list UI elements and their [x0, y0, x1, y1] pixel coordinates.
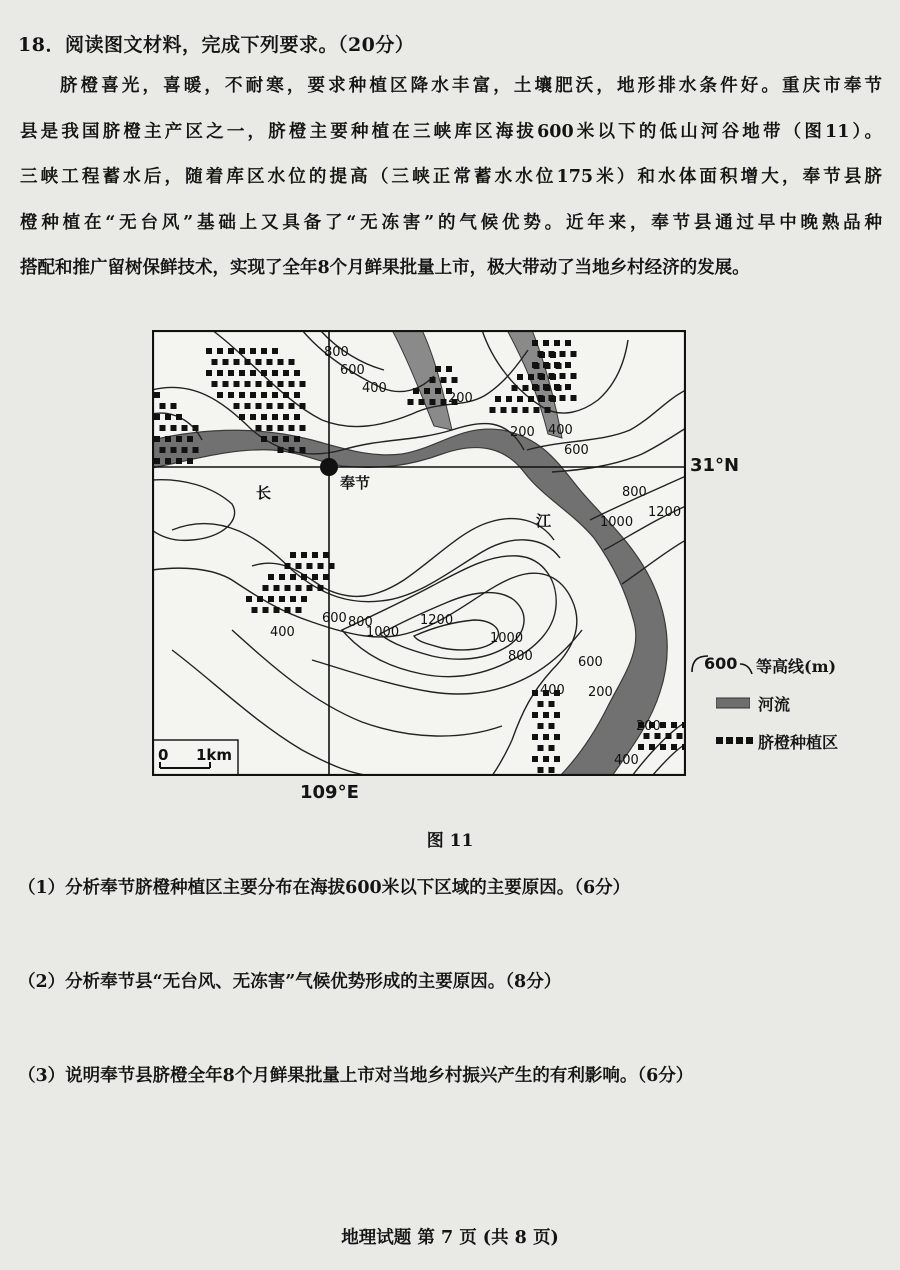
- orchard-square: [671, 722, 677, 728]
- orchard-square: [278, 447, 284, 453]
- orchard-square: [283, 414, 289, 420]
- town-marker: [320, 458, 338, 476]
- orchard-square: [543, 712, 549, 718]
- orchard-square: [506, 396, 512, 402]
- orchard-square: [193, 447, 199, 453]
- map-legend: [690, 650, 890, 764]
- orchard-square: [323, 552, 329, 558]
- orchard-square: [307, 585, 313, 591]
- orchard-square: [296, 563, 302, 569]
- orchard-square: [245, 381, 251, 387]
- river-label: 江: [536, 512, 552, 530]
- orchard-square: [289, 359, 295, 365]
- page-footer: 地理试题 第 7 页 (共 8 页): [341, 1228, 559, 1248]
- orchard-square: [532, 690, 538, 696]
- orchard-square: [257, 596, 263, 602]
- orchard-square: [272, 348, 278, 354]
- legend-contour-text: 等高线(m): [756, 657, 837, 676]
- orchard-square: [272, 414, 278, 420]
- orchard-square: [565, 362, 571, 368]
- orchard-square: [300, 403, 306, 409]
- orchard-square: [279, 574, 285, 580]
- orchard-square: [294, 370, 300, 376]
- contour-label: 800: [622, 485, 647, 500]
- map-canvas: [152, 330, 686, 776]
- contour-label: 400: [548, 423, 573, 438]
- orchard-square: [272, 436, 278, 442]
- orchard-square: [543, 734, 549, 740]
- orchard-square: [512, 385, 518, 391]
- orchard-square: [532, 384, 538, 390]
- orchard-square: [419, 399, 425, 405]
- orchard-square: [413, 388, 419, 394]
- orchard-square: [571, 373, 577, 379]
- legend-orchard: [690, 726, 890, 764]
- orchard-square: [501, 407, 507, 413]
- orchard-square: [239, 414, 245, 420]
- orchard-square: [176, 458, 182, 464]
- orchard-square: [666, 733, 672, 739]
- legend-contour-value: 600: [704, 654, 738, 673]
- orchard-square: [549, 395, 555, 401]
- contour-label: 400: [540, 683, 565, 698]
- orchard-square: [549, 351, 555, 357]
- contour-label: 1200: [420, 613, 454, 628]
- orchard-square: [554, 384, 560, 390]
- orchard-square: [290, 596, 296, 602]
- orchard-square: [256, 359, 262, 365]
- orchard-square: [571, 351, 577, 357]
- orchard-square: [538, 373, 544, 379]
- orchard-square: [523, 385, 529, 391]
- orchard-square: [532, 756, 538, 762]
- orchard-square: [228, 392, 234, 398]
- orchard-square: [250, 414, 256, 420]
- orchard-square: [160, 425, 166, 431]
- orchard-square: [677, 733, 683, 739]
- orchard-square: [261, 414, 267, 420]
- orchard-square: [294, 436, 300, 442]
- orchard-square: [256, 403, 262, 409]
- orchard-square: [289, 381, 295, 387]
- passage-line: 橙种植在“无台风”基础上又具备了“无冻害”的气候优势。近年来，奉节县通过早中晚熟品种: [20, 212, 882, 233]
- orchard-square: [154, 436, 160, 442]
- orchard-symbol-icon: [716, 734, 754, 748]
- orchard-square: [554, 712, 560, 718]
- orchard-square: [430, 377, 436, 383]
- orchard-square: [272, 370, 278, 376]
- orchard-square: [206, 348, 212, 354]
- orchard-square: [543, 340, 549, 346]
- orchard-square: [538, 745, 544, 751]
- orchard-square: [171, 447, 177, 453]
- contour-symbol-icon: [740, 662, 754, 674]
- orchard-square: [329, 563, 335, 569]
- orchard-square: [528, 396, 534, 402]
- orchard-square: [187, 458, 193, 464]
- orchard-square: [278, 425, 284, 431]
- orchard-square: [239, 348, 245, 354]
- orchard-square: [261, 348, 267, 354]
- orchard-square: [182, 425, 188, 431]
- orchard-square: [261, 436, 267, 442]
- orchard-square: [512, 407, 518, 413]
- orchard-square: [300, 381, 306, 387]
- river-label: 长: [256, 484, 272, 502]
- orchard-square: [289, 403, 295, 409]
- legend-river-text: 河流: [758, 695, 791, 714]
- orchard-square: [283, 436, 289, 442]
- legend-river: [690, 688, 890, 726]
- orchard-square: [274, 607, 280, 613]
- orchard-square: [268, 574, 274, 580]
- orchard-square: [290, 574, 296, 580]
- orchard-square: [279, 596, 285, 602]
- contour-label: 800: [348, 615, 373, 630]
- orchard-square: [268, 596, 274, 602]
- orchard-square: [228, 348, 234, 354]
- contour-map: [152, 330, 686, 776]
- orchard-square: [246, 596, 252, 602]
- orchard-square: [267, 425, 273, 431]
- figure-caption: 图 11: [426, 831, 474, 851]
- orchard-square: [176, 414, 182, 420]
- orchard-square: [272, 392, 278, 398]
- orchard-square: [154, 458, 160, 464]
- orchard-square: [212, 381, 218, 387]
- orchard-square: [263, 585, 269, 591]
- sub-question-1: （1）分析奉节脐橙种植区主要分布在海拔600米以下区域的主要原因。（6分）: [18, 878, 631, 898]
- sub-question-3: （3）说明奉节县脐橙全年8个月鲜果批量上市对当地乡村振兴产生的有利影响。（6分）: [18, 1066, 694, 1086]
- sub-question-2: （2）分析奉节县“无台风、无冻害”气候优势形成的主要原因。（8分）: [18, 972, 562, 992]
- orchard-square: [538, 351, 544, 357]
- orchard-square: [532, 362, 538, 368]
- orchard-square: [261, 392, 267, 398]
- contour-label: 600: [322, 611, 347, 626]
- orchard-square: [560, 351, 566, 357]
- orchard-square: [223, 359, 229, 365]
- orchard-square: [245, 403, 251, 409]
- orchard-square: [278, 359, 284, 365]
- orchard-square: [283, 370, 289, 376]
- orchard-square: [549, 701, 555, 707]
- contour-label: 400: [614, 753, 639, 768]
- orchard-square: [312, 552, 318, 558]
- orchard-square: [538, 767, 544, 773]
- orchard-square: [212, 359, 218, 365]
- contour-label: 600: [340, 363, 365, 378]
- orchard-square: [193, 425, 199, 431]
- river-symbol-icon: [716, 696, 750, 710]
- orchard-square: [250, 370, 256, 376]
- orchard-square: [250, 392, 256, 398]
- orchard-square: [301, 596, 307, 602]
- orchard-square: [256, 425, 262, 431]
- orchard-square: [528, 374, 534, 380]
- orchard-square: [165, 458, 171, 464]
- orchard-square: [430, 399, 436, 405]
- orchard-square: [234, 403, 240, 409]
- contour-label: 600: [564, 443, 589, 458]
- orchard-square: [517, 374, 523, 380]
- orchard-square: [301, 574, 307, 580]
- orchard-square: [278, 381, 284, 387]
- orchard-square: [182, 447, 188, 453]
- orchard-square: [267, 359, 273, 365]
- orchard-square: [234, 381, 240, 387]
- orchard-square: [638, 744, 644, 750]
- passage-line: 三峡工程蓄水后，随着库区水位的提高（三峡正常蓄水水位175米）和水体面积增大，奉节县脐: [20, 167, 882, 187]
- contour-label: 200: [510, 425, 535, 440]
- contour-label: 200: [448, 391, 473, 406]
- orchard-square: [323, 574, 329, 580]
- orchard-square: [523, 407, 529, 413]
- orchard-square: [549, 723, 555, 729]
- orchard-square: [549, 745, 555, 751]
- orchard-square: [554, 362, 560, 368]
- orchard-square: [283, 392, 289, 398]
- orchard-square: [234, 359, 240, 365]
- orchard-square: [267, 403, 273, 409]
- orchard-square: [294, 414, 300, 420]
- contour-label: 1000: [600, 515, 634, 530]
- orchard-square: [671, 744, 677, 750]
- legend-contour: [690, 650, 890, 688]
- passage-line: 脐橙喜光，喜暖，不耐寒，要求种植区降水丰富，土壤肥沃，地形排水条件好。重庆市奉节: [60, 76, 882, 96]
- orchard-square: [554, 734, 560, 740]
- orchard-square: [538, 395, 544, 401]
- orchard-square: [441, 377, 447, 383]
- orchard-square: [278, 403, 284, 409]
- orchard-square: [239, 392, 245, 398]
- contour-label: 1200: [648, 505, 682, 520]
- orchard-square: [435, 366, 441, 372]
- orchard-square: [267, 381, 273, 387]
- orchard-square: [165, 414, 171, 420]
- orchard-square: [289, 425, 295, 431]
- contour-label: 400: [362, 381, 387, 396]
- orchard-square: [565, 384, 571, 390]
- orchard-square: [245, 359, 251, 365]
- orchard-square: [154, 392, 160, 398]
- orchard-square: [252, 607, 258, 613]
- orchard-square: [307, 563, 313, 569]
- contour-label: 1000: [490, 631, 524, 646]
- scale-distance: 1km: [196, 746, 233, 764]
- orchard-square: [549, 767, 555, 773]
- orchard-square: [532, 734, 538, 740]
- orchard-square: [301, 552, 307, 558]
- orchard-square: [545, 407, 551, 413]
- orchard-square: [543, 362, 549, 368]
- orchard-square: [300, 425, 306, 431]
- longitude-label: 109°E: [300, 782, 359, 803]
- contour-label: 200: [636, 719, 661, 734]
- orchard-square: [554, 340, 560, 346]
- passage-line: 搭配和推广留树保鲜技术，实现了全年8个月鲜果批量上市，极大带动了当地乡村经济的发展。: [20, 258, 750, 278]
- orchard-square: [289, 447, 295, 453]
- contour-label: 200: [588, 685, 613, 700]
- orchard-square: [549, 373, 555, 379]
- orchard-square: [294, 392, 300, 398]
- orchard-square: [318, 585, 324, 591]
- orchard-square: [532, 340, 538, 346]
- orchard-square: [517, 396, 523, 402]
- orchard-square: [154, 414, 160, 420]
- orchard-square: [446, 366, 452, 372]
- orchard-square: [532, 712, 538, 718]
- passage-line: 县是我国脐橙主产区之一，脐橙主要种植在三峡库区海拔600米以下的低山河谷地带（图11）。: [20, 121, 882, 142]
- town-name: 奉节: [340, 474, 371, 492]
- orchard-square: [538, 723, 544, 729]
- orchard-square: [560, 373, 566, 379]
- orchard-square: [171, 425, 177, 431]
- orchard-square: [239, 370, 245, 376]
- contour-label: 1000: [366, 625, 400, 640]
- orchard-square: [543, 756, 549, 762]
- orchard-square: [274, 585, 280, 591]
- contour-label: 600: [578, 655, 603, 670]
- orchard-square: [256, 381, 262, 387]
- orchard-square: [171, 403, 177, 409]
- contour-label: 800: [324, 345, 349, 360]
- orchard-square: [543, 384, 549, 390]
- orchard-square: [160, 447, 166, 453]
- contour-label: 800: [508, 649, 533, 664]
- orchard-square: [250, 348, 256, 354]
- orchard-square: [490, 407, 496, 413]
- orchard-square: [290, 552, 296, 558]
- orchard-square: [206, 370, 212, 376]
- orchard-square: [160, 403, 166, 409]
- orchard-square: [165, 436, 171, 442]
- orchard-square: [408, 399, 414, 405]
- orchard-square: [534, 407, 540, 413]
- orchard-square: [263, 607, 269, 613]
- orchard-square: [424, 388, 430, 394]
- orchard-square: [261, 370, 267, 376]
- orchard-square: [296, 585, 302, 591]
- latitude-label: 31°N: [690, 455, 740, 476]
- orchard-square: [538, 701, 544, 707]
- orchard-square: [649, 744, 655, 750]
- orchard-square: [312, 574, 318, 580]
- orchard-square: [554, 756, 560, 762]
- orchard-square: [217, 370, 223, 376]
- scale-zero: 0: [158, 746, 169, 764]
- orchard-square: [300, 447, 306, 453]
- orchard-square: [318, 563, 324, 569]
- passage: [20, 64, 882, 292]
- orchard-square: [285, 585, 291, 591]
- orchard-square: [217, 348, 223, 354]
- orchard-square: [571, 395, 577, 401]
- orchard-square: [285, 563, 291, 569]
- orchard-square: [660, 744, 666, 750]
- legend-orchard-text: 脐橙种植区: [758, 733, 839, 752]
- orchard-square: [223, 381, 229, 387]
- orchard-square: [187, 436, 193, 442]
- orchard-square: [565, 340, 571, 346]
- orchard-square: [176, 436, 182, 442]
- orchard-square: [228, 370, 234, 376]
- orchard-square: [217, 392, 223, 398]
- orchard-square: [495, 396, 501, 402]
- orchard-square: [560, 395, 566, 401]
- orchard-square: [435, 388, 441, 394]
- question-heading: 18．阅读图文材料，完成下列要求。（20分）: [18, 34, 415, 56]
- contour-label: 400: [270, 625, 295, 640]
- orchard-square: [285, 607, 291, 613]
- orchard-square: [660, 722, 666, 728]
- orchard-square: [452, 377, 458, 383]
- orchard-square: [296, 607, 302, 613]
- orchard-square: [441, 399, 447, 405]
